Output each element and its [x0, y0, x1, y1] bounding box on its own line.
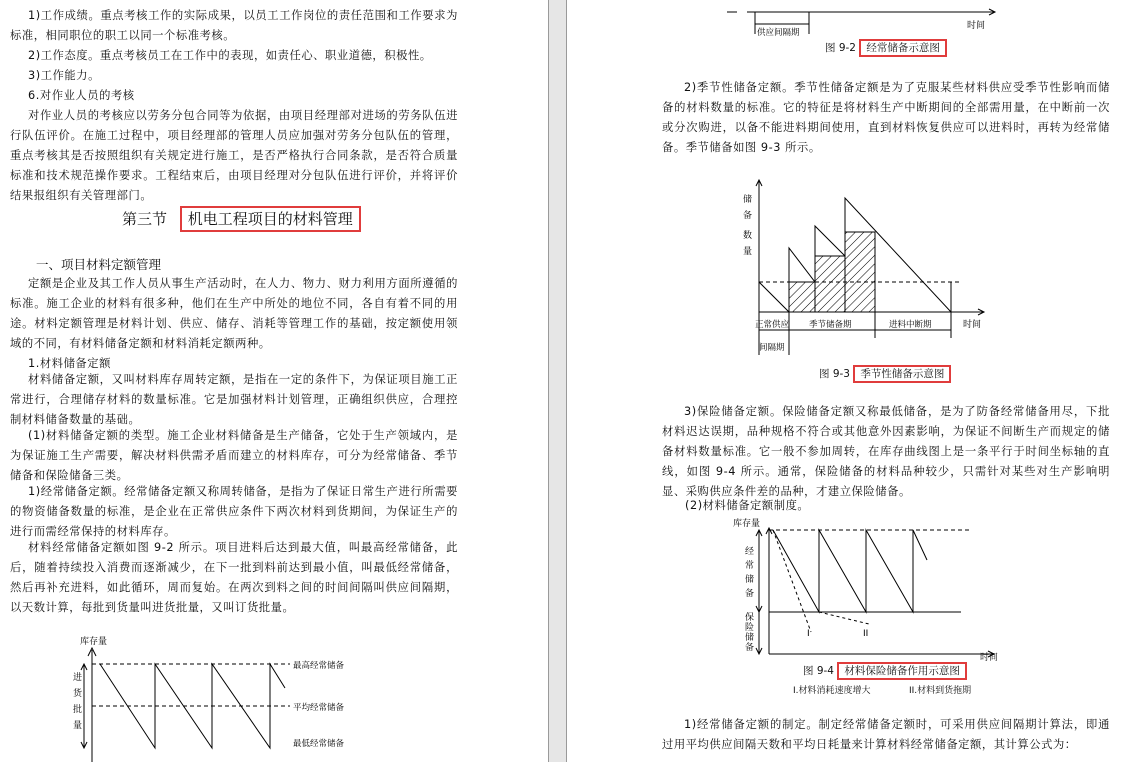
- figure-9-2-chart: [60, 630, 360, 762]
- left-para-4: 6.对作业人员的考核: [28, 89, 135, 102]
- fig94-title: 材料保险储备作用示意图: [837, 662, 967, 680]
- fig92-y-axis-label: 库存量: [80, 637, 108, 647]
- left-para-9: (1)材料储备定额的类型。施工企业材料储备是生产储备，它处于生产领域内，是为保证施工生产需要，解决材料供需矛盾而建立的材料库存，可分为经常储备、季节储备和保险储备三类。: [10, 429, 458, 482]
- subheading-material-quota: 一、项目材料定额管理: [36, 257, 162, 272]
- right-para-3: (2)材料储备定额制度。: [685, 499, 810, 512]
- fig94-safety-3: 储: [745, 633, 755, 643]
- fig94-regular-3: 储: [745, 575, 755, 585]
- fig94-number: 图 9-4: [803, 665, 834, 677]
- section-title: 机电工程项目的材料管理: [180, 206, 361, 232]
- right-para-4: 1)经常储备定额的制定。制定经常储备定额时，可采用供应间隔期计算法，即通过用平均供应间隔天数和平均日耗量来计算材料经常储备定额，其计算公式为：: [662, 718, 1110, 751]
- section-number: 第三节: [122, 210, 168, 228]
- fig93-y-label-2: 备: [743, 211, 753, 221]
- fig94-regular-4: 备: [745, 589, 755, 599]
- fig94-safety-4: 备: [745, 643, 755, 653]
- fig93-title: 季节性储备示意图: [853, 365, 951, 383]
- fig94-time-label: 时间: [980, 653, 999, 663]
- fig93-time-label: 时间: [963, 320, 982, 330]
- left-para-8: 材料储备定额，又叫材料库存周转定额，是指在一定的条件下，为保证项目施工正常进行，合理储存材料的数量标准。它是加强材料计划管理，正确组织供应，合理控制材料储备数量的基础。: [10, 373, 458, 426]
- left-page: [0, 0, 548, 762]
- fig93-y-label-1: 储: [743, 195, 753, 205]
- figure-9-3-chart: [739, 170, 1009, 362]
- fig92-min-label: 最低经常储备: [293, 739, 345, 749]
- fig94-regular-1: 经: [745, 547, 755, 557]
- fig92-number: 图 9-2: [825, 42, 856, 54]
- fig92-caption: [825, 40, 947, 55]
- fig93-seg3-label: 进料中断期: [889, 320, 932, 330]
- page-divider-left: [548, 0, 549, 762]
- fig92-side-label-1: 进: [73, 673, 83, 683]
- fig93-y-label-3: 数: [743, 231, 753, 241]
- left-para-11: 材料经常储备定额如图 9-2 所示。项目进料后达到最大值，叫最高经常储备，此后，随着持续投入消费而逐渐减少，在下一批到料前达到最小值，叫最低经常储备，然后再补充进料，如此循环，周而复始。在两次到料之间的时间间隔叫供应间隔期，以天数计算，每批到货量叫进货批量，又叫订货批量。: [10, 541, 458, 614]
- fig94-note-1: I.材料消耗速度增大: [793, 686, 871, 696]
- fig94-caption: [803, 663, 967, 678]
- fig92-title: 经常储备示意图: [859, 39, 947, 57]
- fig94-mark-2: II: [863, 629, 869, 639]
- fig94-note-2: II.材料到货拖期: [909, 686, 972, 696]
- fig94-y-axis-label: 库存量: [733, 519, 761, 529]
- fig92-side-label-4: 量: [73, 721, 83, 731]
- fig94-safety-1: 保: [745, 613, 755, 623]
- figure-9-4-chart: [729, 514, 999, 664]
- right-page: [567, 0, 1121, 762]
- fig93-y-label-4: 量: [743, 247, 753, 257]
- left-para-6: 定额是企业及其工作人员从事生产活动时，在人力、物力、财力利用方面所遵循的标准。施工企业的材料有很多种，他们在生产中所处的地位不同，各自有着不同的用途。材料定额管理是材料计划、供应、储存、消耗等管理工作的基础，按定额使用领域的不同，有材料储备定额和材料消耗定额两种。: [10, 277, 458, 350]
- fig93-seg2-label: 季节储备期: [809, 320, 852, 330]
- fig92-max-label: 最高经常储备: [293, 661, 345, 671]
- left-para-7: 1.材料储备定额: [28, 357, 111, 370]
- fig93-caption: [819, 366, 951, 381]
- fig93-seg1-label: 正常供应: [755, 320, 790, 330]
- fig93-seg1b-label: 间隔期: [759, 343, 785, 353]
- fig92-time-label: 时间: [967, 21, 986, 31]
- left-para-5: 对作业人员的考核应以劳务分包合同等为依据，由项目经理部对进场的劳务队伍进行队伍评价。在施工过程中，项目经理部的管理人员应加强对劳务分包队伍的管理，重点考核其是否按照组织有关规定进行施工，是否严格执行合同条款，是否符合质量标准和技术规范操作要求。工程结束后，由项目经理对分包队伍进行评价，并将评价结果报组织有关管理部门。: [10, 109, 458, 202]
- fig92-interval-label: 供应间隔期: [757, 28, 800, 36]
- left-para-10: 1)经常储备定额。经常储备定额又称周转储备，是指为了保证日常生产进行所需要的物资储备数量的标准，是企业在正常供应条件下两次材料到货期间，为保证生产的进行而需经常保持的材料库存。: [10, 485, 458, 538]
- right-para-1: 2)季节性储备定额。季节性储备定额是为了克服某些材料供应受季节性影响而储备的材料数量的标准。它的特征是将材料生产中断期间的全部需用量，在中断前一次或分次购进，以备不能进料期间使用，直到材料恢复供应可以进料时，再转为经常储备。季节储备如图 9-3 所示。: [662, 81, 1110, 154]
- fig94-mark-1: I: [807, 629, 810, 639]
- fig92-side-label-2: 货: [73, 689, 83, 699]
- fig94-regular-2: 常: [745, 561, 755, 571]
- figure-9-2-axis: [727, 0, 1027, 36]
- fig93-number: 图 9-3: [819, 368, 850, 380]
- right-para-2: 3)保险储备定额。保险储备定额又称最低储备，是为了防备经常储备用尽，下批材料迟达误期，品种规格不符合或其他意外因素影响，为保证不间断生产而规定的储备材料数量标准。它一般不参加周转，在库存曲线图上是一条平行于时间坐标轴的直线，如图 9-4 所示。通常，保险储备的材料品种较少，只需针对某些对生产影响明显、采购供应条件差的品种，才建立保险储备。: [662, 405, 1110, 498]
- fig92-side-label-3: 批: [73, 705, 83, 715]
- left-para-1: 1)工作成绩。重点考核工作的实际成果，以员工工作岗位的责任范围和工作要求为标准，相同职位的职工以同一个标准考核。: [10, 9, 458, 42]
- left-para-2: 2)工作态度。重点考核员工在工作中的表现，如责任心、职业道德，积极性。: [28, 49, 432, 62]
- fig92-avg-label: 平均经常储备: [293, 703, 345, 713]
- fig94-safety-2: 险: [745, 623, 755, 633]
- section-heading: [122, 208, 361, 229]
- left-para-3: 3)工作能力。: [28, 69, 100, 82]
